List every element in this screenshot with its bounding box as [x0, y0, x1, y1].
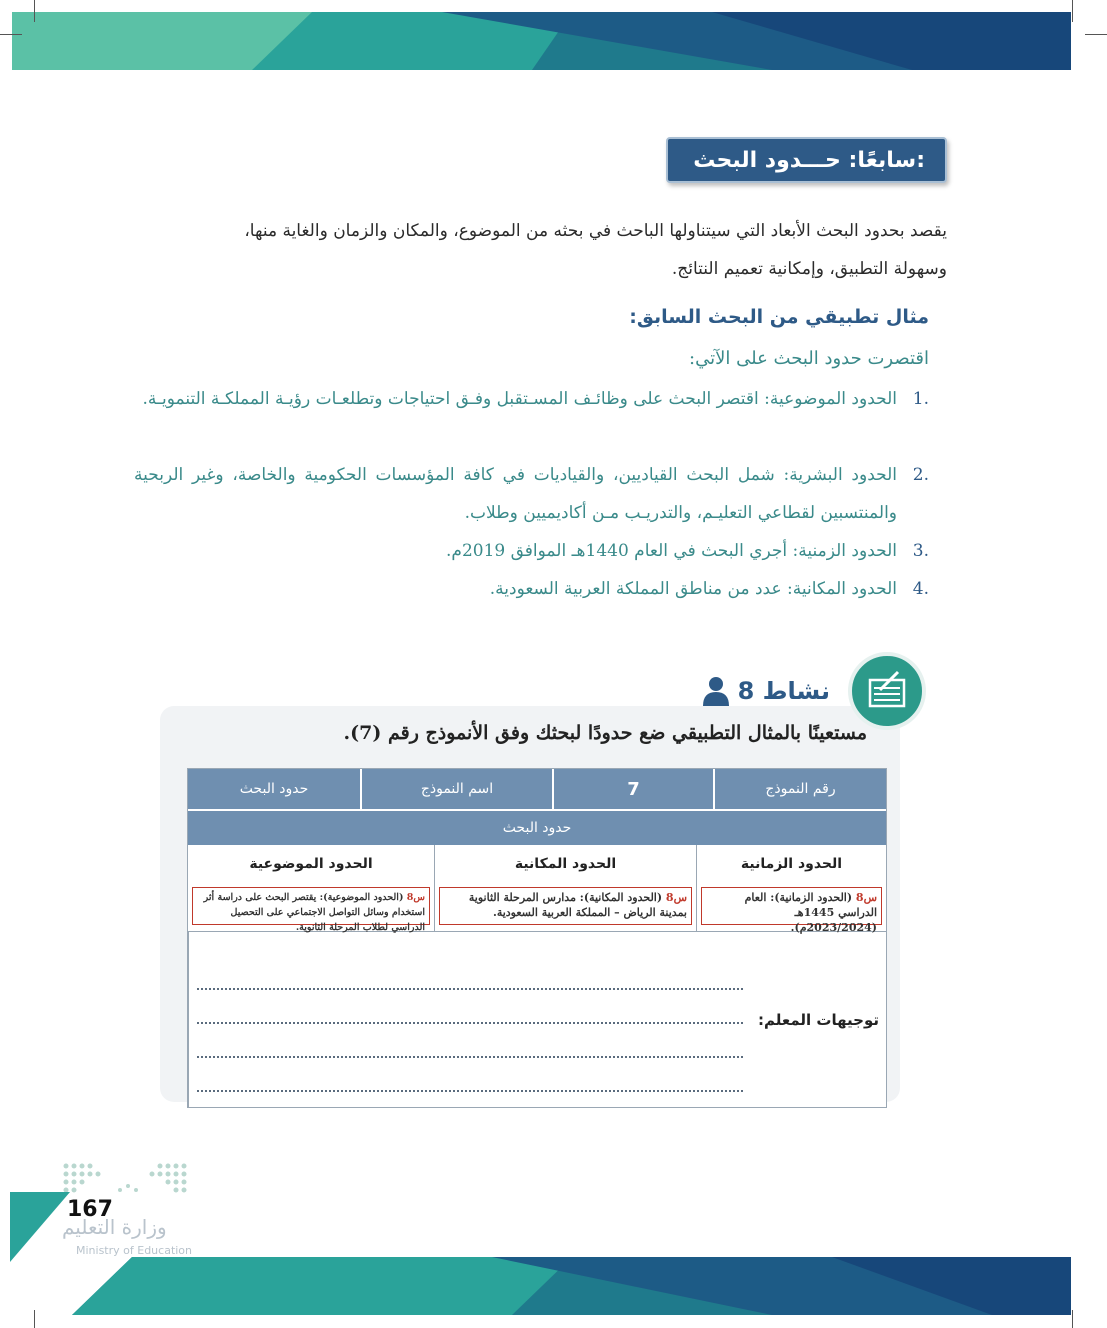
corner-accent	[10, 1192, 70, 1262]
dotted-line	[197, 956, 743, 990]
objective-answer	[192, 887, 430, 933]
dotted-line	[197, 990, 743, 1024]
temporal-limits-label: الحدود الزمانية	[696, 845, 886, 883]
crop-mark	[1085, 34, 1107, 35]
answer-prefix: س8	[665, 891, 687, 904]
list-item	[134, 380, 929, 418]
research-limits-form	[187, 768, 887, 1108]
research-limits-header: حدود البحث	[239, 781, 309, 797]
spatial-limits-label: الحدود المكانية	[434, 845, 696, 883]
answer-text: (الحدود الزمانية): العام الدراسي 1445هـ (2023/2024م).	[744, 891, 877, 934]
teacher-notes-lines[interactable]	[188, 932, 751, 1107]
activity-title	[702, 676, 830, 706]
list-item-number: .4	[912, 579, 929, 599]
list-item-text: الحدود المكانية: عدد من مناطق المملكة العربية السعودية.	[489, 579, 897, 599]
spatial-answer-cell[interactable]	[434, 883, 696, 931]
answer-text: (الحدود المكانية): مدارس المرحلة الثانوية بمدينة الرياض – المملكة العربية السعودية.	[468, 891, 687, 919]
list-item-number: .1	[912, 389, 929, 409]
limit-types-row	[188, 845, 886, 883]
objective-limits-label: الحدود الموضوعية	[249, 856, 373, 872]
temporal-answer-cell[interactable]	[696, 883, 886, 934]
spatial-answer	[439, 887, 692, 925]
intro-line-2: وسهولة التطبيق، وإمكانية تعميم النتائج.	[671, 259, 947, 279]
person-icon	[702, 676, 730, 706]
dotted-line	[197, 1024, 743, 1058]
notebook-pen-icon	[848, 652, 926, 730]
objective-answer-cell[interactable]	[188, 883, 434, 931]
list-item	[134, 456, 929, 532]
model-number-value: 7	[552, 769, 713, 809]
model-number-label: رقم النموذج	[713, 769, 886, 809]
answers-row	[188, 883, 886, 934]
answer-prefix: س8	[406, 892, 425, 903]
ministry-name-english: Ministry of Education	[76, 1244, 193, 1257]
list-item-text: الحدود الزمنية: أجري البحث في العام 1440هـ الموافق 2019م.	[446, 541, 897, 561]
answer-text: (الحدود الموضوعية): يقتصر البحث على دراسة أثر استخدام وسائل التواصل الاجتماعي على التحصيل الدراسي لطلاب المرحلة الثانوية.	[203, 892, 425, 933]
list-item	[134, 570, 929, 608]
model-name-label: اسم النموذج	[360, 769, 552, 809]
crop-mark	[1072, 1310, 1073, 1328]
activity-title-text: نشاط 8	[737, 677, 830, 705]
page-number: 167	[67, 1197, 113, 1222]
ministry-name-arabic: وزارة التعليم	[62, 1215, 167, 1239]
crop-mark	[0, 34, 22, 35]
crop-mark	[1072, 0, 1073, 22]
top-banner	[12, 12, 1071, 70]
teacher-notes-row	[188, 931, 886, 1107]
crop-mark	[34, 1310, 35, 1328]
answer-prefix: س8	[855, 891, 877, 904]
activity-instruction: مستعينًا بالمثال التطبيقي ضع حدودًا لبحثك وفق الأنموذج رقم (7).	[343, 722, 867, 744]
list-item-number: .3	[912, 541, 929, 561]
list-item-text: الحدود البشرية: شمل البحث القياديين، والقياديات في كافة المؤسسات الحكومية والخاصة، وغير الربحية والمنتسبين لقطاعي التعليـم، والتدريـب مـن أكاديميين وطلاب.	[134, 465, 897, 523]
list-item-number: .2	[912, 465, 929, 485]
temporal-answer	[701, 887, 882, 934]
teacher-notes-label: توجيهات المعلم:	[758, 1010, 879, 1029]
bottom-banner	[12, 1257, 1071, 1315]
example-intro: اقتصرت حدود البحث على الآتي:	[689, 348, 929, 369]
intro-line-1: يقصد بحدود البحث الأبعاد التي سيتناولها الباحث في بحثه من الموضوع، والمكان والزمان والغاية منها،	[244, 221, 947, 241]
example-title: مثال تطبيقي من البحث السابق:	[629, 306, 929, 328]
dotted-line	[197, 1058, 743, 1092]
table-header-row	[188, 769, 886, 809]
section-heading: سابعًا: حـــدود البحث:	[666, 137, 947, 183]
list-item-text: الحدود الموضوعية: اقتصر البحث على وظائـف المسـتقبل وفـق احتياجات وتطلعـات رؤيـة المملكـة التنمويـة.	[142, 389, 897, 409]
table-subheader: حدود البحث	[188, 809, 886, 845]
list-item	[134, 532, 929, 570]
crop-mark	[34, 0, 35, 22]
